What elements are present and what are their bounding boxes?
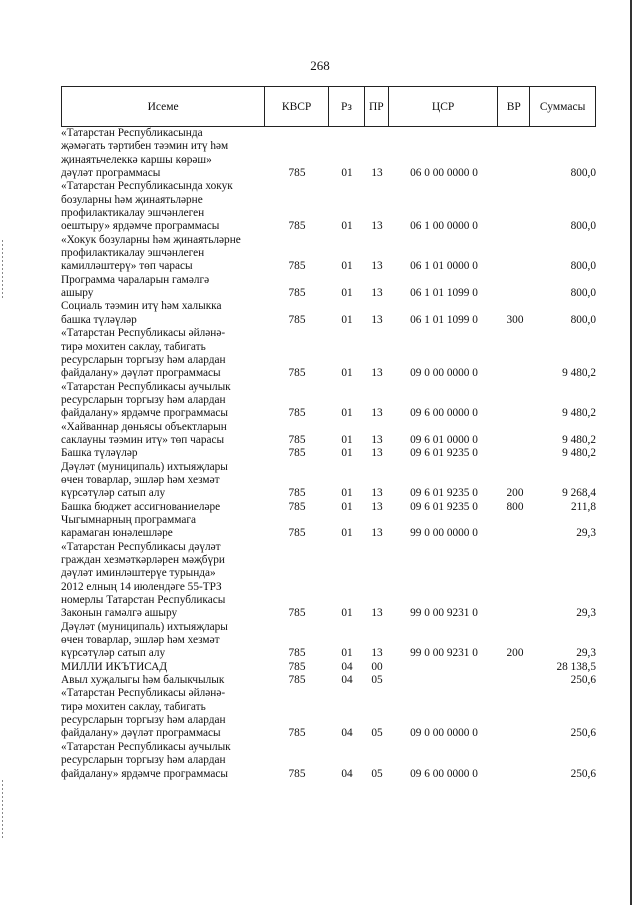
csr-cell: 09 6 01 0000 0 bbox=[410, 433, 478, 446]
sum-cell: 250,6 bbox=[570, 727, 596, 740]
kvsr-cell: 785 bbox=[288, 500, 306, 513]
rz-cell: 01 bbox=[341, 260, 353, 273]
pr-cell: 13 bbox=[371, 220, 383, 233]
table-row bbox=[61, 381, 596, 421]
csr-cell: 06 0 00 0000 0 bbox=[410, 167, 478, 180]
csr-cell: 09 6 01 9235 0 bbox=[410, 500, 478, 513]
table-row bbox=[61, 447, 596, 460]
pr-cell: 13 bbox=[371, 647, 383, 660]
name-cell: Чыгымнарның программага карамаган юнәлешләре bbox=[61, 513, 197, 540]
vr-cell: 200 bbox=[506, 647, 524, 660]
pr-cell: 05 bbox=[371, 727, 383, 740]
rz-cell: 01 bbox=[341, 527, 353, 540]
kvsr-cell: 785 bbox=[288, 433, 306, 446]
sum-cell: 29,3 bbox=[576, 527, 596, 540]
kvsr-cell: 785 bbox=[288, 527, 306, 540]
csr-cell: 06 1 00 0000 0 bbox=[410, 220, 478, 233]
name-cell: Дәүләт (муниципаль) ихтыяҗлары өчен товарлар, эшләр һәм хезмәт күрсәтүләр сатып алу bbox=[61, 460, 228, 500]
csr-cell: 09 6 00 0000 0 bbox=[410, 407, 478, 420]
table-row bbox=[61, 180, 596, 233]
name-cell: «Татарстан Республикасы аучылык ресурсларын торгызу һәм алардан файдалану» ярдәмче программасы bbox=[61, 740, 231, 780]
pr-cell: 13 bbox=[371, 487, 383, 500]
csr-cell: 99 0 00 9231 0 bbox=[410, 647, 478, 660]
sum-cell: 9 480,2 bbox=[562, 433, 596, 446]
scan-mark bbox=[2, 240, 3, 300]
table-row bbox=[61, 501, 596, 514]
sum-cell: 250,6 bbox=[570, 674, 596, 687]
table-row bbox=[61, 421, 596, 448]
rz-cell: 01 bbox=[341, 287, 353, 300]
header-vr: ВР bbox=[498, 87, 530, 126]
table-header bbox=[61, 86, 596, 127]
header-pr: ПР bbox=[365, 87, 389, 126]
page-number: 268 bbox=[310, 58, 330, 73]
kvsr-cell: 785 bbox=[288, 674, 306, 687]
name-cell: «Татарстан Республикасында җәмәгать тәртибен тәэмин итү һәм җинаятьчелеккә каршы көрәш» дәүләт программасы bbox=[61, 127, 229, 180]
name-cell: «Татарстан Республикасы әйләнә- тирә мохитен саклау, табигать ресурсларын торгызу һәм алардан файдалану» дәүләт программасы bbox=[61, 687, 226, 740]
sum-cell: 29,3 bbox=[576, 647, 596, 660]
sum-cell: 9 480,2 bbox=[562, 407, 596, 420]
rz-cell: 01 bbox=[341, 487, 353, 500]
kvsr-cell: 785 bbox=[288, 447, 306, 460]
pr-cell: 13 bbox=[371, 167, 383, 180]
pr-cell: 05 bbox=[371, 674, 383, 687]
sum-cell: 800,0 bbox=[570, 287, 596, 300]
pr-cell: 13 bbox=[371, 260, 383, 273]
name-cell: Программа чараларын гамәлгә ашыру bbox=[61, 273, 210, 300]
table-row bbox=[61, 621, 596, 661]
csr-cell: 09 6 00 0000 0 bbox=[410, 767, 478, 780]
sum-cell: 800,0 bbox=[570, 313, 596, 326]
header-rz: Рз bbox=[329, 87, 365, 126]
name-cell: Башка түләүләр bbox=[61, 447, 138, 460]
pr-cell: 13 bbox=[371, 433, 383, 446]
kvsr-cell: 785 bbox=[288, 407, 306, 420]
vr-cell: 800 bbox=[506, 500, 524, 513]
table-row bbox=[61, 687, 596, 740]
name-cell: Социаль тәэмин итү һәм халыкка башка түләүләр bbox=[61, 300, 222, 326]
rz-cell: 01 bbox=[341, 167, 353, 180]
page-edge-rule bbox=[630, 0, 632, 905]
name-cell: «Татарстан Республикасы дәүләт граждан хезмәткәрләрен мәҗбүри дәүләт иминләштерүе турында» 2012 елның 14 июлендәге 55-ТРЗ номерлы Татарстан Республикасы Законын гамәлгә ашыру bbox=[61, 540, 226, 620]
rz-cell: 01 bbox=[341, 313, 353, 326]
name-cell: «Татарстан Республикасында хокук бозуларны һәм җинаятьләрне профилактикалау эшчәнлеген oештыру» ярдәмче программасы bbox=[61, 180, 233, 233]
name-cell: Дәүләт (муниципаль) ихтыяҗлары өчен товарлар, эшләр һәм хезмәт күрсәтүләр сатып алу bbox=[61, 620, 228, 660]
rz-cell: 01 bbox=[341, 607, 353, 620]
table-row bbox=[61, 127, 596, 180]
pr-cell: 13 bbox=[371, 527, 383, 540]
sum-cell: 211,8 bbox=[571, 500, 596, 513]
csr-cell: 99 0 00 9231 0 bbox=[410, 607, 478, 620]
rz-cell: 01 bbox=[341, 220, 353, 233]
kvsr-cell: 785 bbox=[288, 220, 306, 233]
sum-cell: 9 480,2 bbox=[562, 447, 596, 460]
sum-cell: 800,0 bbox=[570, 220, 596, 233]
sum-cell: 800,0 bbox=[570, 260, 596, 273]
pr-cell: 13 bbox=[371, 407, 383, 420]
pr-cell: 05 bbox=[371, 767, 383, 780]
vr-cell: 200 bbox=[506, 487, 524, 500]
sum-cell: 29,3 bbox=[576, 607, 596, 620]
rz-cell: 04 bbox=[341, 767, 353, 780]
sum-cell: 28 138,5 bbox=[556, 660, 596, 673]
kvsr-cell: 785 bbox=[288, 167, 306, 180]
table-row bbox=[61, 674, 596, 687]
table-row bbox=[61, 300, 596, 327]
kvsr-cell: 785 bbox=[288, 607, 306, 620]
rz-cell: 04 bbox=[341, 727, 353, 740]
rz-cell: 01 bbox=[341, 500, 353, 513]
csr-cell: 09 6 01 9235 0 bbox=[410, 447, 478, 460]
kvsr-cell: 785 bbox=[288, 260, 306, 273]
scan-mark bbox=[2, 780, 3, 840]
csr-cell: 09 6 01 9235 0 bbox=[410, 487, 478, 500]
table-row bbox=[61, 274, 596, 301]
csr-cell: 99 0 00 0000 0 bbox=[410, 527, 478, 540]
kvsr-cell: 785 bbox=[288, 487, 306, 500]
pr-cell: 13 bbox=[371, 500, 383, 513]
table-row bbox=[61, 461, 596, 501]
kvsr-cell: 785 bbox=[288, 313, 306, 326]
name-cell: «Татарстан Республикасы әйләнә- тирә мохитен саклау, табигать ресурсларын торгызу һәм алардан файдалану» дәүләт программасы bbox=[61, 327, 226, 380]
header-kvsr: КВСР bbox=[265, 87, 329, 126]
pr-cell: 13 bbox=[371, 367, 383, 380]
rz-cell: 04 bbox=[341, 660, 353, 673]
vr-cell: 300 bbox=[506, 313, 524, 326]
name-cell: «Татарстан Республикасы аучылык ресурсларын торгызу һәм алардан файдалану» ярдәмче программасы bbox=[61, 380, 231, 420]
sum-cell: 250,6 bbox=[570, 767, 596, 780]
rz-cell: 01 bbox=[341, 447, 353, 460]
pr-cell: 13 bbox=[371, 607, 383, 620]
table-row bbox=[61, 327, 596, 380]
kvsr-cell: 785 bbox=[288, 647, 306, 660]
pr-cell: 13 bbox=[371, 287, 383, 300]
name-cell: Башка бюджет ассигнованиеләре bbox=[61, 500, 221, 513]
kvsr-cell: 785 bbox=[288, 287, 306, 300]
name-cell: «Хайваннар дөньясы объектларын саклауны тәэмин итү» төп чарасы bbox=[61, 420, 227, 446]
name-cell: Авыл хуҗалыгы һәм балыкчылык bbox=[61, 674, 225, 687]
csr-cell: 06 1 01 1099 0 bbox=[410, 313, 478, 326]
pr-cell: 13 bbox=[371, 447, 383, 460]
sum-cell: 800,0 bbox=[570, 167, 596, 180]
table-row bbox=[61, 234, 596, 274]
csr-cell: 06 1 01 1099 0 bbox=[410, 287, 478, 300]
kvsr-cell: 785 bbox=[288, 727, 306, 740]
csr-cell: 09 0 00 0000 0 bbox=[410, 367, 478, 380]
pr-cell: 13 bbox=[371, 313, 383, 326]
name-cell: «Хокук бозуларны һәм җинаятьләрне профилактикалау эшчәнлеген камилләштерү» төп чарасы bbox=[61, 233, 241, 273]
table-row bbox=[61, 741, 596, 781]
kvsr-cell: 785 bbox=[288, 767, 306, 780]
header-name: Исеме bbox=[62, 87, 265, 126]
rz-cell: 01 bbox=[341, 407, 353, 420]
pr-cell: 00 bbox=[371, 660, 383, 673]
header-sum: Суммасы bbox=[539, 100, 586, 113]
header-csr: ЦСР bbox=[389, 87, 499, 126]
table-body bbox=[61, 127, 596, 781]
rz-cell: 01 bbox=[341, 647, 353, 660]
table-row bbox=[61, 661, 596, 674]
kvsr-cell: 785 bbox=[288, 367, 306, 380]
rz-cell: 04 bbox=[341, 674, 353, 687]
sum-cell: 9 480,2 bbox=[562, 367, 596, 380]
name-cell: МИЛЛИ ИКЪТИСАД bbox=[61, 660, 168, 673]
table-row bbox=[61, 514, 596, 541]
csr-cell: 06 1 01 0000 0 bbox=[410, 260, 478, 273]
table-row bbox=[61, 541, 596, 621]
rz-cell: 01 bbox=[341, 433, 353, 446]
rz-cell: 01 bbox=[341, 367, 353, 380]
sum-cell: 9 268,4 bbox=[562, 487, 596, 500]
kvsr-cell: 785 bbox=[288, 660, 306, 673]
csr-cell: 09 0 00 0000 0 bbox=[410, 727, 478, 740]
